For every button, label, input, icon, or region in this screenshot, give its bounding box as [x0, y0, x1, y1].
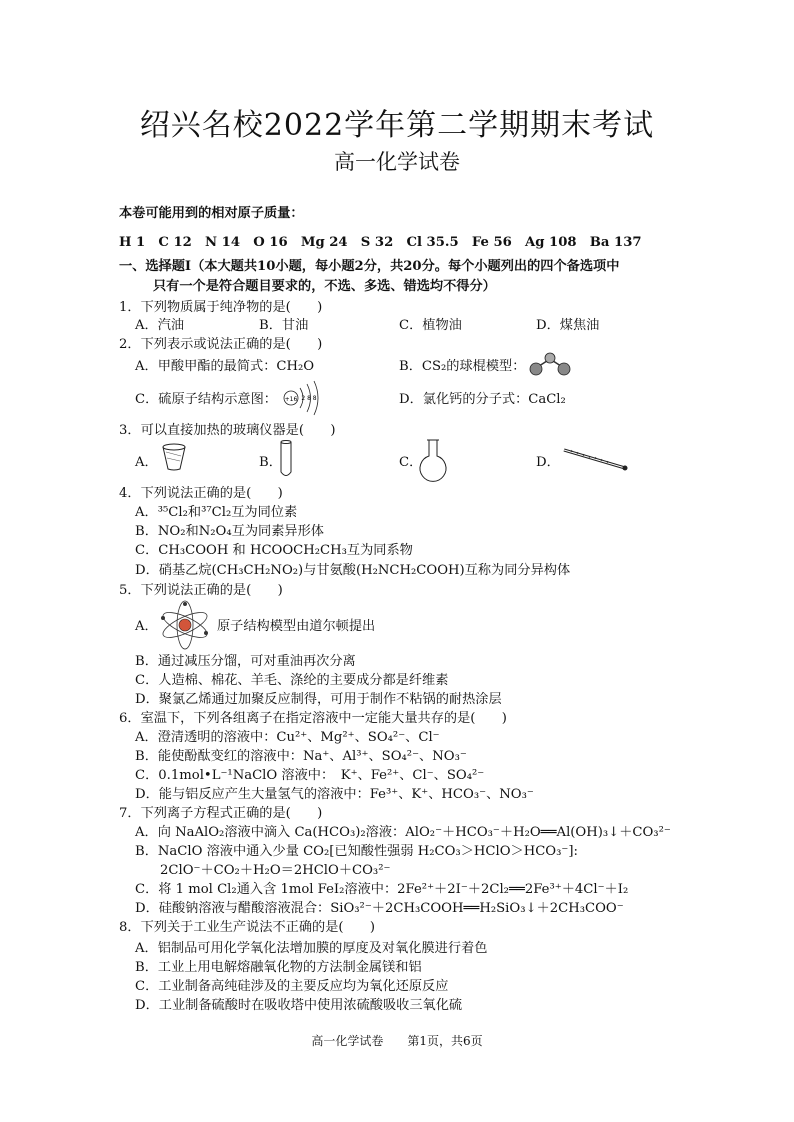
q3-option-d: D． [536, 455, 560, 470]
q1-option-b: B．甘油 [259, 318, 309, 333]
q5-option-a: 原子结构模型由道尔顿提出 [217, 619, 376, 634]
cs2-ball-stick-model-icon [527, 348, 573, 378]
q8-option-c: C．工业制备高纯硅涉及的主要反应均为氧化还原反应 [135, 979, 449, 994]
q8-option-d: D．工业制备硫酸时在吸收塔中使用浓硫酸吸收三氧化硫 [135, 998, 463, 1013]
q2-stem: 2．下列表示或说法正确的是( ) [119, 337, 323, 352]
q4-stem: 4．下列说法正确的是( ) [119, 486, 283, 501]
atomic-mass-label: 本卷可能用到的相对原子质量： [119, 206, 304, 221]
q1-stem: 1．下列物质属于纯净物的是( ) [119, 300, 323, 315]
q6-option-a: A．澄清透明的溶液中：Cu²⁺、Mg²⁺、SO₄²⁻、Cl⁻ [135, 730, 440, 745]
sulfur-atom-structure-icon [283, 380, 323, 416]
exam-title: 绍兴名校2022学年第二学期期末考试 [139, 108, 655, 143]
page-footer: 高一化学试卷 第1页，共6页 [311, 1034, 483, 1048]
q8-option-a: A．铝制品可用化学氧化法增加膜的厚度及对氧化膜进行着色 [135, 941, 488, 956]
q7-option-b: B．NaClO 溶液中通入少量 CO₂[已知酸性强弱 H₂CO₃＞HClO＞HCO₃⁻]: [135, 844, 578, 859]
sulfur-nucleus-label: +16 [284, 396, 298, 403]
q7-option-c: C．将 1 mol Cl₂通入含 1mol FeI₂溶液中：2Fe²⁺＋2I⁻＋2Cl₂══2Fe³⁺＋4Cl⁻＋I₂ [135, 882, 629, 897]
q7-stem: 7．下列离子方程式正确的是( ) [119, 806, 323, 821]
q4-option-d: D．硝基乙烷(CH₃CH₂NO₂)与甘氨酸(H₂NCH₂COOH)互称为同分异构体 [135, 563, 571, 578]
round-bottom-flask-icon [417, 438, 449, 482]
q6-option-d: D．能与铝反应产生大量氢气的溶液中：Fe³⁺、K⁺、HCO₃⁻、NO₃⁻ [135, 787, 534, 802]
q3-option-a: A． [135, 455, 158, 470]
exam-subtitle: 高一化学试卷 [334, 150, 460, 174]
q2-option-b: B．CS₂的球棍模型： [399, 359, 526, 374]
section-heading-line2: 只有一个是符合题目要求的，不选、多选、错选均不得分） [153, 279, 496, 294]
sulfur-shell-label: 2 8 8 [301, 395, 317, 402]
atom-model-icon [158, 602, 212, 648]
q3-option-b: B． [259, 455, 282, 470]
q6-stem: 6．室温下，下列各组离子在指定溶液中一定能大量共存的是( ) [119, 711, 507, 726]
q3-option-c: C． [399, 455, 423, 470]
section-heading-line1: 一、选择题Ⅰ（本大题共10小题，每小题2分，共20分。每个小题列出的四个备选项中 [119, 259, 620, 274]
q3-stem: 3．可以直接加热的玻璃仪器是( ) [119, 423, 336, 438]
q7-option-d: D．硅酸钠溶液与醋酸溶液混合：SiO₃²⁻＋2CH₃COOH══H₂SiO₃↓＋2CH₃COO⁻ [135, 901, 624, 916]
q1-option-c: C．植物油 [399, 318, 462, 333]
q2-option-a: A．甲酸甲酯的最简式：CH₂O [135, 359, 315, 374]
q6-option-c: C．0.1mol•L⁻¹NaClO 溶液中： K⁺、Fe²⁺、Cl⁻、SO₄²⁻ [135, 768, 485, 783]
q7-option-a: A．向 NaAlO₂溶液中滴入 Ca(HCO₃)₂溶液：AlO₂⁻＋HCO₃⁻＋H₂O══Al(OH)₃↓＋CO₃²⁻ [135, 825, 671, 840]
q5-option-b: B．通过减压分馏，可对重油再次分离 [135, 654, 356, 669]
q2-option-c: C．硫原子结构示意图： [135, 392, 277, 407]
q8-option-b: B．工业上用电解熔融氧化物的方法制金属镁和铝 [135, 960, 422, 975]
q5-option-d: D．聚氯乙烯通过加聚反应制得，可用于制作不粘锅的耐热涂层 [135, 692, 502, 707]
q8-stem: 8．下列关于工业生产说法不正确的是( ) [119, 920, 376, 935]
q5-option-c: C．人造棉、棉花、羊毛、涤纶的主要成分都是纤维素 [135, 673, 449, 688]
q5-option-a-label: A． [135, 619, 158, 634]
q4-option-a: A．³⁵Cl₂和³⁷Cl₂互为同位素 [135, 505, 298, 520]
q2-option-d: D．氯化钙的分子式：CaCl₂ [399, 392, 566, 407]
test-tube-icon [279, 440, 293, 478]
q1-option-a: A．汽油 [135, 318, 185, 333]
q1-option-d: D．煤焦油 [536, 318, 600, 333]
q6-option-b: B．能使酚酞变红的溶液中：Na⁺、Al³⁺、SO₄²⁻、NO₃⁻ [135, 749, 467, 764]
crucible-icon [161, 442, 187, 472]
q4-option-b: B．NO₂和N₂O₄互为同素异形体 [135, 524, 324, 539]
q4-option-c: C．CH₃COOH 和 HCOOCH₂CH₃互为同系物 [135, 543, 413, 558]
q5-stem: 5．下列说法正确的是( ) [119, 583, 283, 598]
thermometer-icon [561, 446, 629, 472]
q7-option-b-equation: 2ClO⁻＋CO₂＋H₂O＝2HClO＋CO₃²⁻ [160, 863, 391, 878]
atomic-mass-values: H 1 C 12 N 14 O 16 Mg 24 S 32 Cl 35.5 Fe 56 Ag 108 Ba 137 [119, 235, 642, 250]
